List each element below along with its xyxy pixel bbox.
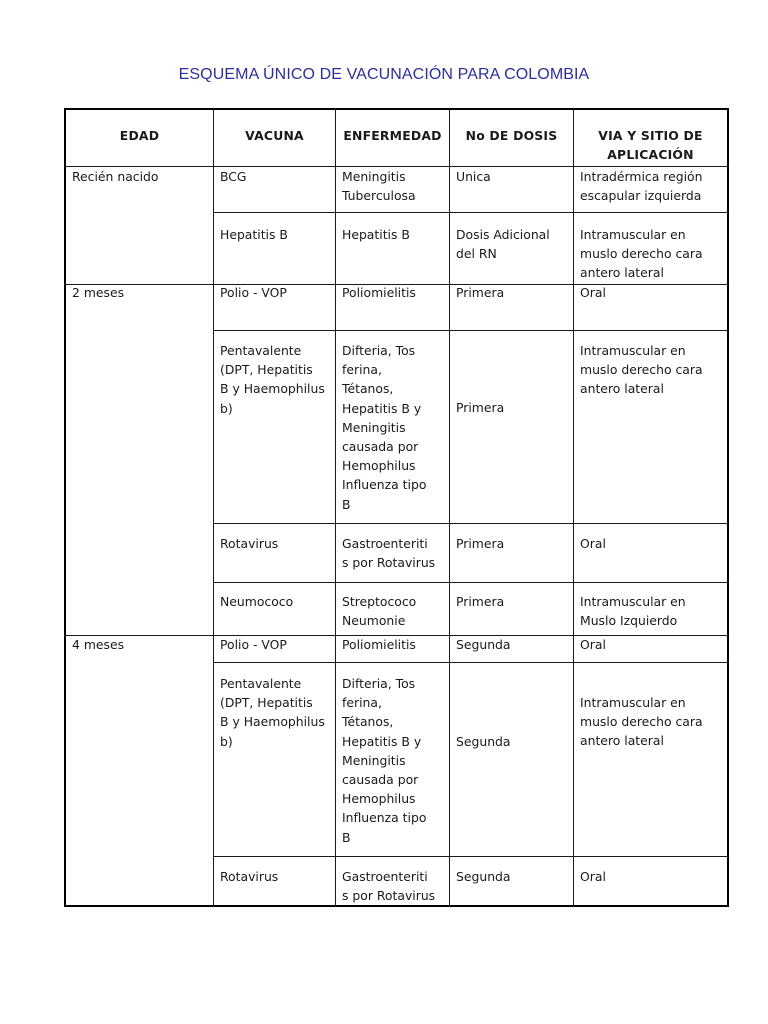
- row-divider: [213, 330, 574, 331]
- vacuna-cell: Hepatitis B: [220, 227, 288, 242]
- row-divider: [213, 856, 729, 857]
- via-cell: Intramuscular en muslo derecho cara antero lateral: [580, 343, 703, 397]
- age-cell: 4 meses: [72, 637, 125, 652]
- row-divider: [213, 582, 729, 583]
- enfermedad-cell: Streptococo Neumonie: [342, 594, 417, 629]
- enfermedad-cell: Difteria, Tos ferina, Tétanos, Hepatitis B y Meningitis causada por Hemophilus Influenza tipo B: [342, 676, 427, 845]
- dosis-cell: Unica: [456, 169, 491, 184]
- enfermedad-cell: Gastroenteriti s por Rotavirus: [342, 869, 436, 904]
- row-divider: [213, 212, 729, 213]
- via-cell: Intramuscular en muslo derecho cara antero lateral: [580, 695, 703, 749]
- dosis-cell: Primera: [456, 536, 505, 551]
- row-divider: [213, 523, 729, 524]
- enfermedad-cell: Difteria, Tos ferina, Tétanos, Hepatitis B y Meningitis causada por Hemophilus Influenza tipo B: [342, 343, 427, 512]
- via-cell: Oral: [580, 637, 606, 652]
- vacuna-cell: Polio - VOP: [220, 637, 287, 652]
- dosis-cell: Segunda: [456, 637, 511, 652]
- dosis-cell: Primera: [456, 594, 505, 609]
- header-edad: EDAD: [119, 128, 160, 143]
- via-cell: Intramuscular en Muslo Izquierdo: [580, 594, 686, 629]
- table-border-right: [727, 108, 729, 907]
- enfermedad-cell: Gastroenteriti s por Rotavirus: [342, 536, 436, 571]
- age-cell: Recién nacido: [72, 169, 159, 184]
- vacuna-cell: BCG: [220, 169, 247, 184]
- age-cell: 2 meses: [72, 285, 125, 300]
- header-enfermedad: ENFERMEDAD: [343, 128, 442, 143]
- via-cell: Oral: [580, 869, 606, 884]
- table-border-top: [64, 108, 729, 110]
- dosis-cell: Primera: [456, 400, 505, 415]
- dosis-cell: Segunda: [456, 869, 511, 884]
- row-divider: [573, 330, 729, 331]
- vacuna-cell: Polio - VOP: [220, 285, 287, 300]
- header-dosis: No DE DOSIS: [465, 128, 558, 143]
- header-vacuna: VACUNA: [245, 128, 304, 143]
- via-cell: Intramuscular en muslo derecho cara antero lateral: [580, 227, 703, 281]
- vacuna-cell: Neumococo: [220, 594, 294, 609]
- enfermedad-cell: Poliomielitis: [342, 285, 416, 300]
- vacuna-cell: Rotavirus: [220, 536, 279, 551]
- vacuna-cell: Rotavirus: [220, 869, 279, 884]
- enfermedad-cell: Poliomielitis: [342, 637, 416, 652]
- dosis-cell: Segunda: [456, 734, 511, 749]
- row-divider: [213, 662, 729, 663]
- enfermedad-cell: Meningitis Tuberculosa: [342, 169, 416, 204]
- via-cell: Oral: [580, 285, 606, 300]
- dosis-cell: Primera: [456, 285, 505, 300]
- enfermedad-cell: Hepatitis B: [342, 227, 410, 242]
- via-cell: Oral: [580, 536, 606, 551]
- dosis-cell: Dosis Adicional del RN: [456, 227, 550, 262]
- vacuna-cell: Pentavalente (DPT, Hepatitis B y Haemophilus b): [220, 343, 325, 416]
- via-cell: Intradérmica región escapular izquierda: [580, 169, 703, 204]
- vacuna-cell: Pentavalente (DPT, Hepatitis B y Haemophilus b): [220, 676, 325, 749]
- header-via: VIA Y SITIO DE APLICACIÓN: [598, 128, 703, 163]
- page-title: ESQUEMA ÚNICO DE VACUNACIÓN PARA COLOMBIA: [178, 66, 590, 83]
- table-border-left: [64, 108, 66, 907]
